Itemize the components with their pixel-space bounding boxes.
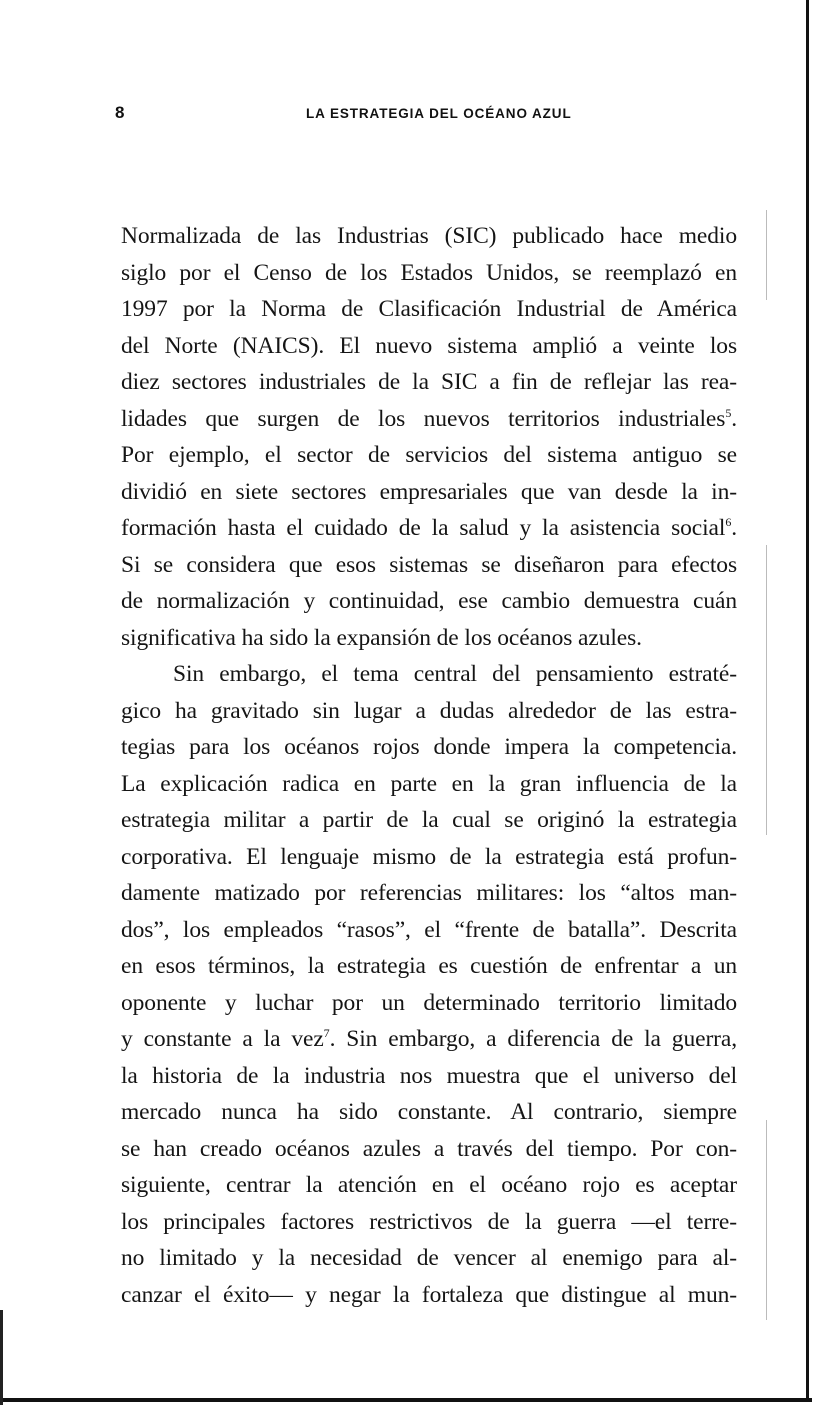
text-line-content: Sin embargo, el tema central del pensamiento estraté- (173, 661, 737, 687)
text-line-content: y constante a la vez (121, 1026, 324, 1052)
text-line (121, 839, 737, 876)
text-line-content: del Norte (NAICS). El nuevo sistema amplió a veinte los (121, 332, 737, 359)
text-line-content: significativa ha sido la expansión de los océanos azules. (121, 624, 642, 651)
text-line-content: corporativa. El lenguaje mismo de la estrategia está profun- (121, 843, 737, 870)
footnote-marker: 5 (725, 405, 732, 420)
text-line (121, 620, 737, 657)
page-number: 8 (115, 103, 125, 122)
text-line-content: damente matizado por referencias militares: los “altos man- (121, 880, 737, 906)
text-line-content: diez sectores industriales de la SIC a fin de reflejar las rea- (121, 369, 737, 395)
text-line-content: siguiente, centrar la atención en el océano rojo es aceptar (121, 1172, 737, 1198)
page-header (115, 103, 675, 127)
text-line (121, 912, 737, 949)
text-line (121, 1058, 737, 1095)
text-line (121, 1204, 737, 1241)
footnote-marker: 7 (323, 1026, 330, 1040)
text-line-content: mercado nunca ha sido constante. Al contrario, siempre (121, 1099, 737, 1125)
running-head: LA ESTRATEGIA DEL OCÉANO AZUL (306, 106, 572, 121)
text-line (121, 1167, 737, 1204)
text-line-content: dividió en siete sectores empresariales que van desde la in- (121, 478, 737, 505)
text-line (121, 729, 737, 766)
text-line-content: no limitado y la necesidad de vencer al enemigo para al- (121, 1245, 737, 1271)
text-line-content: Normalizada de las Industrias (SIC) publicado hace medio (121, 223, 737, 249)
scan-artifact-line (766, 1120, 767, 1320)
text-line (121, 583, 737, 620)
text-line (121, 1021, 737, 1058)
scan-artifact-line (766, 210, 767, 300)
text-line-content: lidades que surgen de los nuevos territorios industriales (121, 405, 726, 432)
text-line-content: Si se considera que esos sistemas se diseñaron para efectos (121, 551, 737, 578)
text-line-content: estrategia militar a partir de la cual se originó la estrategia (121, 807, 737, 833)
text-line (121, 218, 737, 255)
text-line-content: se han creado océanos azules a través del tiempo. Por con- (121, 1135, 737, 1162)
text-line (121, 985, 737, 1022)
text-line (121, 547, 737, 584)
text-line-content: 1997 por la Norma de Clasificación Industrial de América (121, 296, 737, 322)
text-line-content: canzar el éxito— y negar la fortaleza que distingue al mun- (121, 1281, 737, 1308)
text-line-content: La explicación radica en parte en la gran influencia de la (121, 770, 737, 797)
page-edge-bottom (0, 1398, 812, 1402)
text-line (121, 1131, 737, 1168)
text-line (121, 948, 737, 985)
text-line (121, 875, 737, 912)
text-line-content: siglo por el Censo de los Estados Unidos, se reemplazó en (121, 259, 737, 286)
text-line (121, 255, 737, 292)
text-line-content: tegias para los océanos rojos donde impera la competencia. (121, 734, 737, 760)
text-line (121, 364, 737, 401)
text-line (121, 656, 737, 693)
text-line-content: oponente y luchar por un determinado territorio limitado (121, 989, 737, 1016)
text-line-content: de normalización y continuidad, ese cambio demuestra cuán (121, 588, 737, 614)
text-line-content: Por ejemplo, el sector de servicios del sistema antiguo se (121, 442, 737, 468)
text-line (121, 693, 737, 730)
text-line-tail: . (731, 515, 737, 541)
text-line (121, 802, 737, 839)
text-line (121, 1277, 737, 1314)
text-line (121, 328, 737, 365)
text-line (121, 474, 737, 511)
text-line-content: gico ha gravitado sin lugar a dudas alrededor de las estra- (121, 697, 737, 724)
text-line (121, 766, 737, 803)
text-line-content: formación hasta el cuidado de la salud y la asistencia social (121, 515, 726, 541)
text-line (121, 1240, 737, 1277)
text-line-content: los principales factores restrictivos de la guerra —el terre- (121, 1208, 737, 1235)
footnote-marker: 6 (725, 515, 732, 529)
scan-artifact-line (766, 545, 767, 835)
text-line-content: la historia de la industria nos muestra que el universo del (121, 1062, 737, 1089)
text-line-content: en esos términos, la estrategia es cuestión de enfrentar a un (121, 953, 737, 979)
text-line-content: dos”, los empleados “rasos”, el “frente de batalla”. Descrita (121, 916, 737, 943)
body-text (121, 218, 737, 1313)
text-line (121, 401, 737, 438)
text-line (121, 437, 737, 474)
text-line-tail: . (731, 405, 737, 432)
text-line (121, 510, 737, 547)
text-line-tail: . Sin embargo, a diferencia de la guerra, (329, 1026, 737, 1052)
text-line (121, 1094, 737, 1131)
page-edge-left (0, 1310, 3, 1405)
text-line (121, 291, 737, 328)
page-edge-right (806, 0, 809, 1400)
